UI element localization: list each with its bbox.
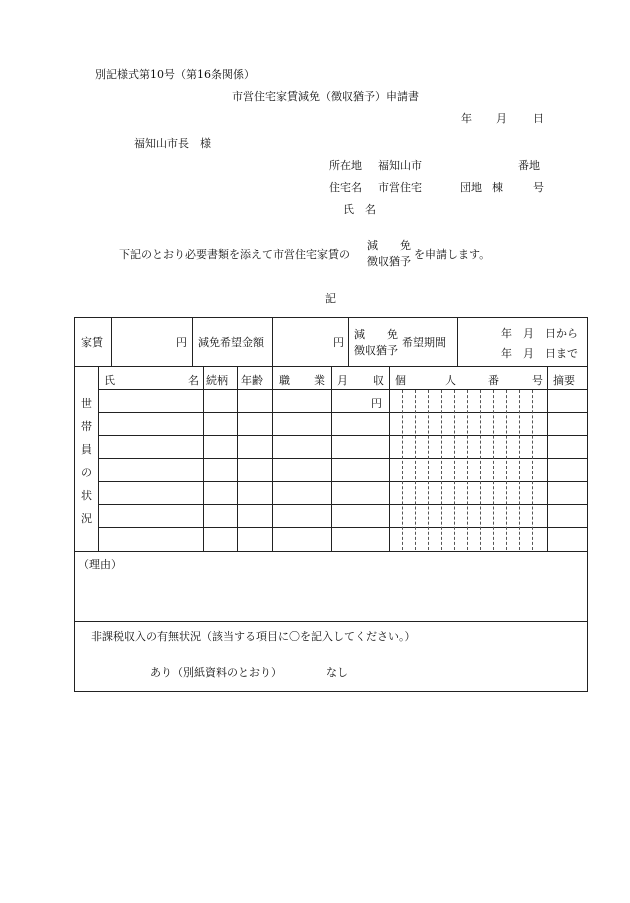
digit-separator [428, 390, 429, 550]
row-divider [98, 481, 588, 482]
digit-separator [506, 390, 507, 550]
nontax-option-yes: あり（別紙資料のとおり） [150, 666, 282, 679]
side-label-char: 帯 [81, 420, 92, 433]
house-value: 市営住宅 [378, 181, 422, 194]
name-label: 氏 名 [343, 203, 376, 216]
reduction-yen-unit: 円 [333, 336, 344, 349]
col-age: 年齢 [241, 374, 263, 387]
side-label-char: 世 [81, 397, 92, 410]
col-divider [547, 366, 548, 551]
statement-after: を申請します。 [414, 248, 491, 261]
col-divider [98, 366, 99, 551]
row-divider [98, 389, 588, 390]
col-divider [272, 366, 273, 551]
rent-yen-unit: 円 [176, 336, 187, 349]
period-choice-top: 減 免 [354, 328, 398, 341]
digit-separator [480, 390, 481, 550]
col-income-1: 月 [337, 374, 348, 387]
income-yen-unit: 円 [371, 397, 382, 410]
col-divider [192, 317, 193, 366]
digit-separator [441, 390, 442, 550]
digit-separator [402, 390, 403, 550]
period-label: 希望期間 [402, 336, 446, 349]
col-id-3: 番 [488, 374, 499, 387]
row-divider [74, 551, 588, 552]
col-divider [457, 317, 458, 366]
house-building: 棟 [492, 181, 503, 194]
col-remarks: 摘要 [553, 374, 575, 387]
addressee: 福知山市長 様 [134, 137, 211, 150]
col-id-4: 号 [532, 374, 543, 387]
side-label-char: 状 [81, 489, 92, 502]
col-income-2: 収 [373, 374, 384, 387]
reduction-amount-label: 減免希望金額 [198, 336, 264, 349]
col-divider [237, 366, 238, 551]
col-job-1: 職 [279, 374, 290, 387]
col-divider [348, 317, 349, 366]
side-label-char: の [81, 466, 92, 479]
house-danchi: 団地 [460, 181, 482, 194]
digit-separator [467, 390, 468, 550]
row-divider [98, 412, 588, 413]
ki-label: 記 [325, 292, 336, 305]
row-divider [98, 458, 588, 459]
col-divider [331, 366, 332, 551]
house-label: 住宅名 [329, 181, 362, 194]
date-month-label: 月 [496, 112, 507, 125]
document-title: 市営住宅家賃減免（徴収猶予）申請書 [232, 90, 419, 103]
col-divider [272, 317, 273, 366]
statement-choice-top: 減 免 [367, 239, 411, 252]
period-choice-bottom: 徴収猶予 [354, 344, 398, 357]
col-divider [389, 366, 390, 551]
statement-before: 下記のとおり必要書類を添えて市営住宅家賃の [119, 248, 350, 261]
address-value: 福知山市 [378, 159, 422, 172]
digit-separator [519, 390, 520, 550]
col-name-1: 氏 [104, 374, 115, 387]
row-divider [98, 435, 588, 436]
col-divider [203, 366, 204, 551]
date-day-label: 日 [533, 112, 544, 125]
col-name-2: 名 [188, 374, 199, 387]
row-divider [74, 621, 588, 622]
side-label-char: 況 [81, 512, 92, 525]
rent-label: 家賃 [81, 336, 103, 349]
form-number: 別記様式第10号（第16条関係） [95, 68, 255, 81]
period-from: 年 月 日から [501, 327, 578, 340]
address-suffix: 番地 [518, 159, 540, 172]
address-label: 所在地 [329, 159, 362, 172]
digit-separator [454, 390, 455, 550]
nontax-heading: 非課税収入の有無状況（該当する項目に〇を記入してください。） [91, 630, 416, 643]
col-job-2: 業 [314, 374, 325, 387]
col-id-1: 個 [395, 374, 406, 387]
digit-separator [415, 390, 416, 550]
digit-separator [493, 390, 494, 550]
col-divider [111, 317, 112, 366]
date-year-label: 年 [461, 112, 472, 125]
col-id-2: 人 [445, 374, 456, 387]
row-divider [98, 527, 588, 528]
digit-separator [532, 390, 533, 550]
side-label-char: 員 [81, 443, 92, 456]
statement-choice-bottom: 徴収猶予 [367, 255, 411, 268]
house-number: 号 [533, 181, 544, 194]
period-to: 年 月 日まで [501, 347, 578, 360]
col-relation: 続柄 [206, 374, 228, 387]
row-divider [98, 504, 588, 505]
nontax-option-no: なし [326, 666, 348, 679]
reason-label: （理由） [78, 558, 122, 571]
